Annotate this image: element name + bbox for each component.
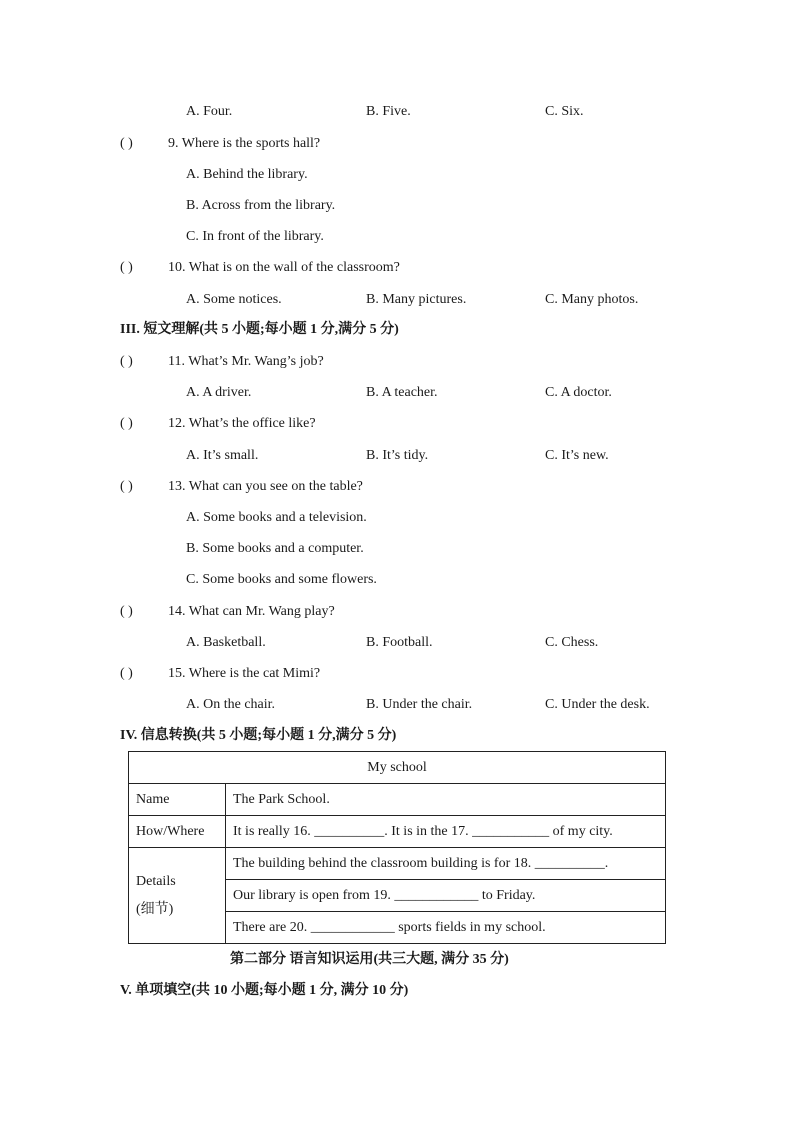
q12-answer-blank[interactable]: ( ) [120, 416, 133, 431]
table-title: My school [129, 752, 666, 784]
table-row [129, 816, 666, 848]
section-3-title: III. 短文理解(共 5 小题;每小题 1 分,满分 5 分) [120, 322, 399, 337]
q8-option-b: B. Five. [366, 104, 411, 119]
q11-option-b: B. A teacher. [366, 385, 438, 400]
q14-answer-blank[interactable]: ( ) [120, 604, 133, 619]
q8-option-c: C. Six. [545, 104, 584, 119]
q15-answer-blank[interactable]: ( ) [120, 666, 133, 681]
table-row [129, 848, 666, 880]
q14-option-b: B. Football. [366, 635, 433, 650]
table-cell-value[interactable]: There are 20. ____________ sports fields in my school. [226, 912, 666, 944]
table-cell-label-details [129, 848, 226, 944]
q15-question: 15. Where is the cat Mimi? [168, 666, 321, 681]
q15-option-a: A. On the chair. [186, 697, 276, 712]
q15-option-c: C. Under the desk. [545, 697, 650, 712]
table-cell-value: The Park School. [226, 784, 666, 816]
details-label: Details [136, 873, 176, 889]
q14-question: 14. What can Mr. Wang play? [168, 604, 335, 619]
q13-option-c: C. Some books and some flowers. [186, 572, 377, 587]
table-cell-label: Name [129, 784, 226, 816]
q9-option-b: B. Across from the library. [186, 198, 336, 213]
table-cell-value[interactable]: It is really 16. __________. It is in the 17. ___________ of my city. [226, 816, 666, 848]
q13-option-b: B. Some books and a computer. [186, 541, 364, 556]
q11-question: 11. What’s Mr. Wang’s job? [168, 354, 324, 369]
part-2-title: 第二部分 语言知识运用(共三大题, 满分 35 分) [230, 952, 509, 967]
q13-answer-blank[interactable]: ( ) [120, 479, 133, 494]
q14-option-c: C. Chess. [545, 635, 599, 650]
table-cell-label: How/Where [129, 816, 226, 848]
q9-option-a: A. Behind the library. [186, 167, 308, 182]
q14-option-a: A. Basketball. [186, 635, 266, 650]
q13-question: 13. What can you see on the table? [168, 479, 363, 494]
q9-option-c: C. In front of the library. [186, 229, 324, 244]
section-5-title: V. 单项填空(共 10 小题;每小题 1 分, 满分 10 分) [120, 983, 409, 998]
q11-option-a: A. A driver. [186, 385, 252, 400]
section-4-title: IV. 信息转换(共 5 小题;每小题 1 分,满分 5 分) [120, 728, 397, 743]
table-cell-value[interactable]: Our library is open from 19. ____________ to Friday. [226, 880, 666, 912]
q12-question: 12. What’s the office like? [168, 416, 316, 431]
info-table [128, 751, 666, 944]
table-row [129, 752, 666, 784]
q8-option-a: A. Four. [186, 104, 233, 119]
q13-option-a: A. Some books and a television. [186, 510, 367, 525]
q12-option-c: C. It’s new. [545, 448, 609, 463]
details-label-cn: (细节) [136, 901, 174, 917]
q10-option-c: C. Many photos. [545, 292, 639, 307]
q11-answer-blank[interactable]: ( ) [120, 354, 133, 369]
q10-answer-blank[interactable]: ( ) [120, 260, 133, 275]
table-row [129, 784, 666, 816]
q9-question: 9. Where is the sports hall? [168, 136, 321, 151]
q10-question: 10. What is on the wall of the classroom? [168, 260, 400, 275]
q9-answer-blank[interactable]: ( ) [120, 136, 133, 151]
q10-option-b: B. Many pictures. [366, 292, 467, 307]
table-cell-value[interactable]: The building behind the classroom building is for 18. __________. [226, 848, 666, 880]
q10-option-a: A. Some notices. [186, 292, 282, 307]
q12-option-a: A. It’s small. [186, 448, 259, 463]
q12-option-b: B. It’s tidy. [366, 448, 429, 463]
q15-option-b: B. Under the chair. [366, 697, 473, 712]
q11-option-c: C. A doctor. [545, 385, 612, 400]
